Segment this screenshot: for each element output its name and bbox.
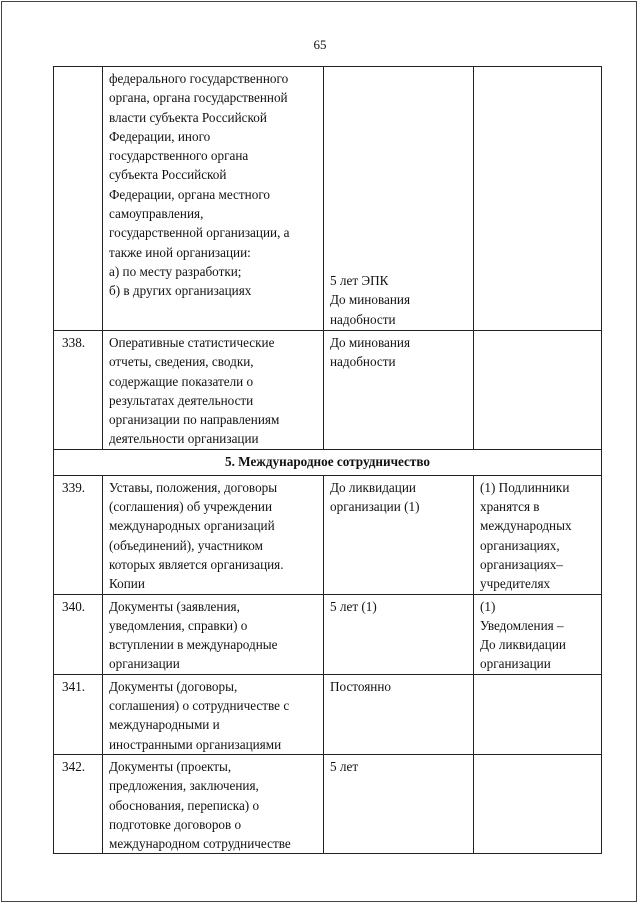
article-title-line: Федерации, органа местного — [109, 186, 270, 202]
note-line: организации — [480, 656, 551, 672]
article-title-line: иностранными организациями — [109, 736, 282, 752]
retention-term-cell — [324, 674, 474, 754]
article-title-line: содержащие показатели о — [109, 373, 254, 389]
note-cell — [474, 594, 602, 674]
article-title-line: самоуправления, — [109, 206, 204, 222]
article-title-line: которых является организация. — [109, 556, 284, 572]
retention-term-cell — [324, 754, 474, 853]
section-title: 5. Международное сотрудничество — [54, 449, 602, 475]
article-title-line: международных организаций — [109, 518, 275, 534]
article-title-line: обоснования, переписка) о — [109, 797, 260, 813]
article-title-line: а) по месту разработки; — [109, 263, 242, 279]
retention-term-cell — [324, 67, 474, 331]
article-title-cell — [103, 674, 324, 754]
article-title-line: организации по направлениям — [109, 412, 280, 428]
article-title-line: Документы (договоры, — [109, 678, 238, 694]
article-title-cell — [103, 594, 324, 674]
note-line: Уведомления – — [480, 617, 564, 633]
retention-term-line: До минования — [330, 335, 411, 350]
article-title-line: федерального государственного — [109, 71, 289, 86]
note-line: (1) — [480, 598, 496, 614]
article-title-line: (объединений), участником — [109, 537, 263, 553]
article-title-line: деятельности организации — [109, 431, 259, 447]
note-cell — [474, 475, 602, 594]
article-title-line: международном сотрудничестве — [109, 836, 291, 852]
table-row — [54, 594, 602, 674]
article-title-line: результатах деятельности — [109, 392, 254, 408]
row-number-cell: 340. — [54, 594, 103, 674]
row-number-cell: 339. — [54, 475, 103, 594]
retention-term-line: 5 лет ЭПК — [330, 273, 389, 289]
article-title-line: вступлении в международные — [109, 637, 278, 653]
note-line: организациях, — [480, 537, 560, 553]
article-title-line: Документы (заявления, — [109, 598, 240, 614]
article-title-line: Документы (проекты, — [109, 758, 232, 774]
article-title-line: отчеты, сведения, сводки, — [109, 354, 254, 370]
retention-term-line: До минования — [330, 292, 411, 308]
row-number-cell: 341. — [54, 674, 103, 754]
retention-term-line: 5 лет — [330, 758, 359, 774]
article-title-line: уведомления, справки) о — [109, 617, 248, 633]
article-title-line: Оперативные статистические — [109, 335, 275, 350]
article-title-cell — [103, 67, 324, 331]
note-cell — [474, 674, 602, 754]
article-title-line: (соглашения) об учреждении — [109, 499, 273, 515]
article-title-line: также иной организации: — [109, 244, 251, 260]
article-title-line: предложения, заключения, — [109, 778, 259, 794]
retention-term-cell — [324, 331, 474, 450]
table-row-continuation — [54, 67, 602, 331]
retention-term-line: До ликвидации — [330, 479, 416, 495]
article-title-cell — [103, 475, 324, 594]
article-title-line: Копии — [109, 576, 145, 592]
note-cell — [474, 754, 602, 853]
note-line: До ликвидации — [480, 637, 566, 653]
article-title-line: международными и — [109, 717, 220, 733]
table-row — [54, 331, 602, 450]
note-line: учредителях — [480, 576, 551, 592]
retention-term-line: надобности — [330, 354, 396, 370]
article-title-line: власти субъекта Российской — [109, 109, 267, 125]
table-row — [54, 754, 602, 853]
article-title-line: соглашения) о сотрудничестве с — [109, 698, 290, 714]
row-number-cell: 342. — [54, 754, 103, 853]
article-title-line: Федерации, иного — [109, 128, 211, 144]
note-cell — [474, 331, 602, 450]
article-title-line: подготовке договоров о — [109, 816, 242, 832]
article-title-line: субъекта Российской — [109, 167, 227, 183]
article-title-cell — [103, 331, 324, 450]
table-row — [54, 475, 602, 594]
row-number-cell — [54, 67, 103, 331]
article-title-line: органа, органа государственной — [109, 90, 288, 106]
section-header-row — [54, 449, 602, 475]
article-title-line: организации — [109, 656, 180, 672]
note-cell — [474, 67, 602, 331]
table-row — [54, 674, 602, 754]
records-table — [53, 66, 602, 854]
note-line: хранятся в — [480, 499, 540, 515]
article-title-line: государственного органа — [109, 148, 249, 164]
note-line: (1) Подлинники — [480, 479, 570, 495]
retention-term-cell — [324, 594, 474, 674]
retention-term-line: 5 лет (1) — [330, 598, 377, 614]
retention-term-line: надобности — [330, 311, 396, 327]
note-line: международных — [480, 518, 572, 534]
article-title-line: государственной организации, а — [109, 225, 290, 241]
page-number: 65 — [313, 37, 327, 52]
retention-term-line: Постоянно — [330, 678, 392, 694]
retention-term-cell — [324, 475, 474, 594]
article-title-line: б) в других организациях — [109, 283, 252, 299]
article-title-cell — [103, 754, 324, 853]
retention-term-line: организации (1) — [330, 499, 420, 515]
article-title-line: Уставы, положения, договоры — [109, 479, 278, 495]
note-line: организациях– — [480, 556, 563, 572]
row-number-cell: 338. — [54, 331, 103, 450]
